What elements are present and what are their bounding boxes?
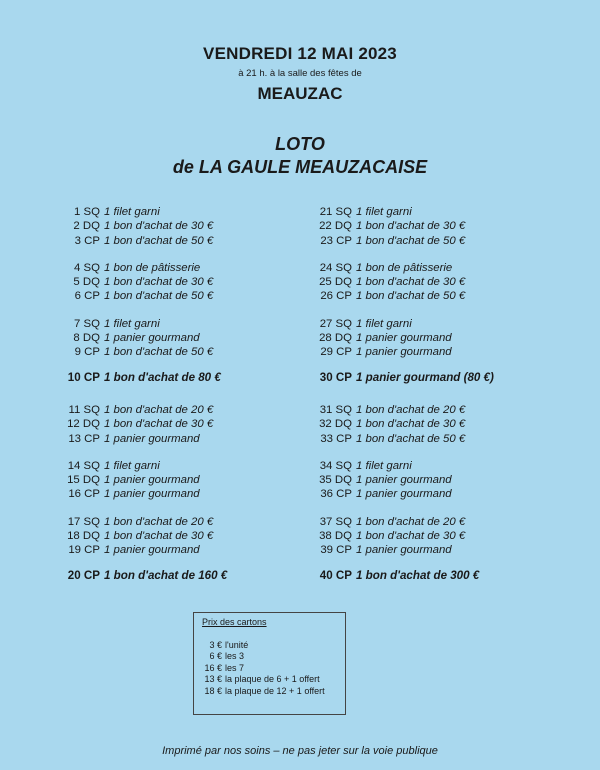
flyer-title: LOTO [275,134,325,154]
card-price-amount: 3 € [209,639,222,650]
prize-group [314,317,584,360]
prize-number: 12 DQ [67,418,100,431]
prize-group [314,459,584,502]
card-prices-box [193,612,346,715]
prize-description: 1 filet garni [104,317,160,330]
prize-row [314,275,584,289]
card-price-amount: 16 € [204,662,222,673]
prize-description: 1 bon d'achat de 30 € [356,418,466,431]
prize-row [314,234,584,248]
prize-row [62,473,332,487]
prize-description: 1 bon d'achat de 50 € [356,432,466,445]
prize-description: 1 bon d'achat de 30 € [104,530,214,543]
prize-description: 1 bon d'achat de 30 € [356,220,466,233]
prize-number: 11 SQ [68,403,100,416]
prize-description: 1 panier gourmand [356,488,452,501]
prize-description: 1 panier gourmand [104,432,200,445]
prize-row [62,317,332,331]
card-price-row [202,674,337,686]
card-price-amount: 18 € [204,685,222,696]
prize-number: 7 SQ [74,317,100,330]
prize-number: 17 SQ [67,515,100,528]
prize-description: 1 bon d'achat de 50 € [104,290,214,303]
prize-row [314,205,584,219]
prize-description: 1 bon d'achat de 20 € [104,403,214,416]
prize-number: 3 CP [74,234,100,247]
prize-row [62,403,332,417]
prize-description: 1 bon d'achat de 20 € [356,403,466,416]
prize-row [62,234,332,248]
prize-description: 1 filet garni [356,317,412,330]
prize-number: 10 CP [67,370,100,384]
prize-row [62,487,332,501]
prize-row [62,459,332,473]
prize-description: 1 bon d'achat de 30 € [356,276,466,289]
flyer-subtitle: de LA GAULE MEAUZACAISE [172,157,428,177]
prize-number: 20 CP [67,568,100,582]
footer-note: Imprimé par nos soins – ne pas jeter sur la voie publique [162,745,438,757]
card-price-amount: 6 € [209,651,222,662]
prize-number: 25 DQ [319,276,352,289]
prize-description: 1 bon d'achat de 300 € [356,568,480,582]
card-price-label: l'unité [225,639,249,650]
prize-group [62,459,332,502]
prize-row [314,403,584,417]
prize-description: 1 filet garni [356,206,412,218]
prize-row [314,529,584,543]
prize-row [62,261,332,275]
prize-description: 1 panier gourmand [104,474,200,487]
prize-row [314,459,584,473]
major-prize-row [314,569,584,583]
prize-row [314,473,584,487]
prize-number: 8 DQ [73,332,100,345]
prize-row [314,432,584,446]
prize-row [314,543,584,557]
prize-number: 21 SQ [319,206,352,218]
prize-number: 33 CP [320,432,352,445]
prize-description: 1 panier gourmand (80 €) [356,370,494,384]
card-price-row [202,686,337,698]
prize-row [62,417,332,431]
prize-number: 38 DQ [319,530,352,543]
prize-row [62,219,332,233]
prize-number: 35 DQ [319,474,352,487]
card-price-label: la plaque de 6 + 1 offert [225,674,320,685]
prize-group [62,261,332,304]
major-prize-row [62,371,332,385]
prize-description: 1 bon de pâtisserie [356,261,453,274]
prize-group [62,205,332,248]
prize-number: 4 SQ [74,261,100,274]
card-prices-title: Prix des cartons [202,617,267,627]
prize-number: 9 CP [74,346,100,359]
prize-group [314,261,584,304]
prize-description: 1 bon d'achat de 50 € [104,234,214,247]
prize-row [314,331,584,345]
prize-number: 39 CP [320,544,352,557]
event-date: VENDREDI 12 MAI 2023 [203,44,397,63]
prize-row [314,317,584,331]
prize-description: 1 panier gourmand [104,488,200,501]
prize-row [62,331,332,345]
prize-number: 29 CP [320,346,352,359]
prizes-column-right [314,205,584,601]
prize-number: 32 DQ [319,418,352,431]
prize-description: 1 bon d'achat de 20 € [356,515,466,528]
prize-description: 1 panier gourmand [356,332,452,345]
prize-number: 2 DQ [73,220,100,233]
prize-description: 1 bon de pâtisserie [104,261,201,274]
prize-row [62,543,332,557]
prize-group [62,515,332,558]
prize-description: 1 filet garni [104,206,160,218]
prize-number: 13 CP [68,432,100,445]
prize-description: 1 panier gourmand [104,544,200,557]
prize-number: 18 DQ [67,530,100,543]
prizes-column-left [62,205,332,601]
prize-number: 40 CP [319,568,352,582]
prize-description: 1 bon d'achat de 30 € [104,220,214,233]
card-price-label: les 7 [225,662,245,673]
prize-number: 31 SQ [319,403,352,416]
prize-description: 1 bon d'achat de 160 € [104,568,228,582]
prize-number: 6 CP [74,290,100,303]
prize-row [314,487,584,501]
card-price-row [202,663,337,675]
prize-row [314,289,584,303]
prize-row [314,219,584,233]
prize-number: 15 DQ [67,474,100,487]
prize-number: 23 CP [320,234,352,247]
card-price-label: les 3 [225,651,245,662]
prize-row [62,345,332,359]
prize-number: 36 CP [320,488,352,501]
prize-description: 1 bon d'achat de 30 € [356,530,466,543]
prize-description: 1 bon d'achat de 50 € [356,290,466,303]
prize-group [314,515,584,558]
prize-row [314,261,584,275]
prize-number: 28 DQ [319,332,352,345]
prize-number: 24 SQ [319,261,352,274]
prize-row [62,432,332,446]
prize-description: 1 panier gourmand [356,544,452,557]
card-price-row [202,640,337,652]
prize-description: 1 filet garni [104,459,160,472]
prize-number: 14 SQ [67,459,100,472]
prize-row [62,515,332,529]
prize-description: 1 bon d'achat de 30 € [104,276,214,289]
prize-number: 26 CP [320,290,352,303]
prize-description: 1 bon d'achat de 80 € [104,370,221,384]
prize-row [314,417,584,431]
prize-number: 16 CP [68,488,100,501]
prize-description: 1 bon d'achat de 30 € [104,418,214,431]
prize-description: 1 filet garni [356,459,412,472]
prize-number: 22 DQ [319,220,352,233]
prize-group [62,403,332,446]
prize-description: 1 panier gourmand [104,332,200,345]
prize-number: 19 CP [68,544,100,557]
prize-description: 1 panier gourmand [356,474,452,487]
major-prize-row [62,569,332,583]
prize-group [314,205,584,248]
prize-row [314,515,584,529]
prize-number: 30 CP [319,370,352,384]
prize-row [314,345,584,359]
event-town: MEAUZAC [257,84,343,103]
event-location-line: à 21 h. à la salle des fêtes de [238,68,362,79]
prize-number: 1 SQ [74,206,100,218]
prize-number: 34 SQ [319,459,352,472]
card-price-row [202,651,337,663]
prize-number: 5 DQ [73,276,100,289]
prize-number: 37 SQ [319,515,352,528]
prize-description: 1 panier gourmand [356,346,452,359]
prize-description: 1 bon d'achat de 20 € [104,515,214,528]
card-price-amount: 13 € [204,674,222,685]
card-price-label: la plaque de 12 + 1 offert [225,685,325,696]
prize-group [62,317,332,360]
prize-row [62,205,332,219]
prize-group [314,403,584,446]
prize-number: 27 SQ [319,317,352,330]
prize-row [62,289,332,303]
prize-description: 1 bon d'achat de 50 € [104,346,214,359]
prize-row [62,529,332,543]
prize-row [62,275,332,289]
prize-description: 1 bon d'achat de 50 € [356,234,466,247]
major-prize-row [314,371,584,385]
